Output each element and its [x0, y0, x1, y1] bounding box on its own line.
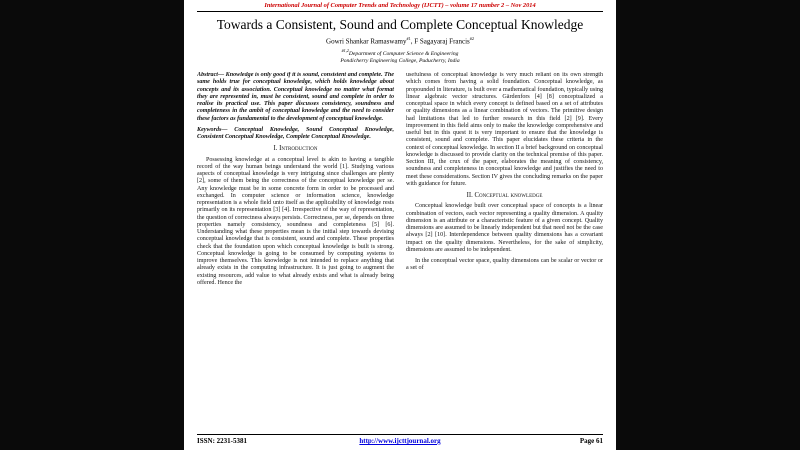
affiliation-superscript: #1,2 [341, 48, 349, 54]
footer-issn: ISSN: 2231-5381 [197, 437, 247, 445]
paper-title: Towards a Consistent, Sound and Complete Conceptual Knowledge [216, 17, 584, 32]
introduction-continuation-paragraph: usefulness of conceptual knowledge is very much reliant on its own strength which comes from having a solid foundation. Conceptual knowledge, as propounded in literature, is built over a mathematical foundation, typically using linear algebraic vector structures. Gärdenfors [4] [8] conceptualized a conceptual space in which every concept is defined based on a set of attributes or quality dimensions as a linear combination of vectors. The primitive design had limitations that led to further research in this field [2] [9]. Every improvement in this field aims only to make the knowledge comprehensive and useful but in this quest it is very important to ensure that the knowledge is consistent, sound and complete. This paper elucidates these criteria in the context of conceptual knowledge. In section II a brief background on conceptual knowledge is discussed to provide clarity on the technical premise of this paper. Section III, the crux of the paper, elaborates the meaning of consistency, soundness and completeness in conceptual knowledge and justifies the need to meet these considerations. Section IV gives the concluding remarks on the paper with guidance for future. [406, 72, 603, 187]
page-footer [197, 434, 603, 446]
title-block [197, 17, 603, 65]
journal-header: International Journal of Computer Trends and Technology (IJCTT) – volume 17 number 2 – Nov 2014 [197, 2, 603, 12]
author-1-superscript: #1 [406, 36, 411, 41]
author-separator: , [410, 37, 415, 46]
abstract-paragraph [197, 72, 394, 123]
introduction-paragraph: Possessing knowledge at a conceptual level is akin to having a tangible record of the way human beings understand the world [1]. Studying various aspects of conceptual knowledge is very intriguing since challenges are plenty [2], some of them being the correctness of the conceptual knowledge per se. Any knowledge must be in some concrete form in order to be processed and exchanged. In computer science or information science, knowledge representation is a whole field unto itself as the applicability of knowledge rests primarily on its representation [3] [4]. Irrespective of the way of representation, the question of correctness always persists. Correctness, per se, depends on three properties namely consistency, soundness and completeness [5] [6]. Understanding what these properties mean is the initial step towards devising conceptual knowledge that is consistent, sound and complete. These properties check that the foundation upon which conceptual knowledge is built is strong. Conceptual knowledge is going to be consumed by computing systems to improve themselves. This knowledge is not intended to replace anything that already exists in the computing infrastructure. It is just going to augment the existing resources, add value to what already exists and what is already being offered. Hence the [197, 156, 394, 286]
author-2-name: F Sagayaraj Francis [414, 37, 470, 46]
two-column-body [197, 72, 603, 433]
footer-journal-link[interactable]: http://www.ijcttjournal.org [359, 437, 441, 445]
author-2-superscript: #2 [469, 36, 474, 41]
keywords-label: Keywords— [197, 126, 228, 133]
affiliation [197, 47, 603, 65]
paper-page [184, 0, 616, 450]
conceptual-knowledge-paragraph-2: In the conceptual vector space, quality dimensions can be scalar or vector or a set of [406, 258, 603, 272]
affiliation-line-1: $^{\#1,2}$Department of Computer Science & Engineering [341, 48, 459, 58]
abstract-label: Abstract— [197, 72, 225, 79]
affiliation-line-2: Pondicherry Engineering College, Puducherry, India [340, 58, 460, 65]
keywords-text: Conceptual Knowledge, Sound Conceptual Knowledge, Consistent Conceptual Knowledge, Complete Conceptual Knowledge. [197, 126, 394, 141]
author-1-name: Gowri Shankar Ramaswamy [326, 37, 407, 46]
abstract-text: Knowledge is only good if it is sound, consistent and complete. The same holds true for conceptual knowledge, which holds knowledge about concepts and its association. Conceptual knowledge no matter what format they are represented in, must be consistent, sound and complete in order to realise its practical use. This paper discusses consistency, soundness and completeness in the ambit of conceptual knowledge and the need to consider these factors as fundamental to the development of conceptual knowledge. [197, 72, 394, 122]
keywords-paragraph [197, 127, 394, 142]
right-column [406, 72, 603, 433]
left-column [197, 72, 394, 433]
conceptual-knowledge-paragraph-1: Conceptual knowledge built over conceptual space of concepts is a linear combination of vectors, each vector representing a quality dimension. A quality dimension is an attribute or a characteristic feature of a given concept. Quality dimensions are assumed to be linearly independent but that need not be the case always [2] [10]. Interdependence between quality dimensions has a covariant impact on the quality dimensions. Nevertheless, for the sake of simplicity, dimensions are assumed to be independent. [406, 203, 603, 253]
section-heading-conceptual-knowledge: II. Conceptual knowledge [466, 192, 543, 200]
footer-page-number: Page 61 [579, 437, 603, 445]
authors-line [197, 36, 603, 45]
section-heading-introduction: I. Introduction [273, 145, 318, 153]
